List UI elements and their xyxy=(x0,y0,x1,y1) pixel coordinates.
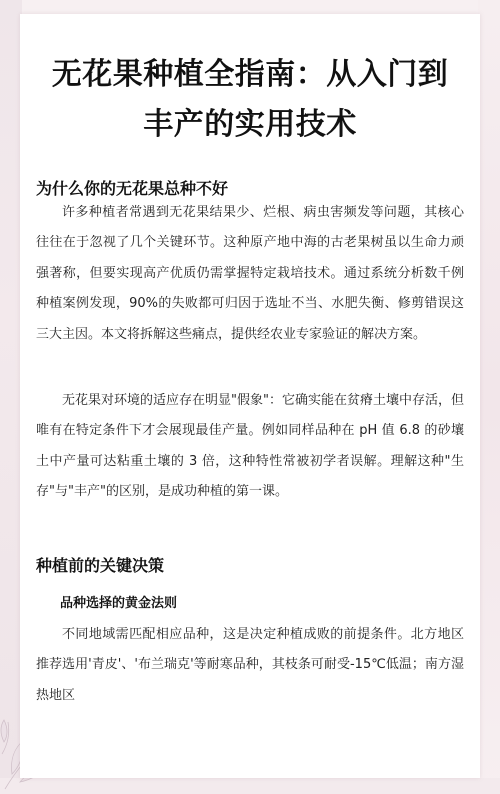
paragraph-adaptation: 无花果对环境的适应存在明显"假象"：它确实能在贫瘠土壤中存活，但唯有在特定条件下才会展现最佳产量。例如同样品种在 pH 值 6.8 的砂壤土中产量可达粘重土壤的 3 倍，这种特性常被初学者误解。理解这种"生存"与"丰产"的区别，是成功种植的第一课。 xyxy=(36,393,464,500)
paragraph-variety: 不同地域需匹配相应品种，这是决定种植成败的前提条件。北方地区推荐选用'青皮'、'布兰瑞克'等耐寒品种，其枝条可耐受-15℃低温；南方湿热地区 xyxy=(36,627,464,703)
background-right-margin xyxy=(478,0,500,794)
section-heading-key-decisions: 种植前的关键决策 xyxy=(36,556,165,575)
section-heading-why-fail: 为什么你的无花果总种不好 xyxy=(36,179,229,198)
page-title: 无花果种植全指南：从入门到丰产的实用技术 xyxy=(51,57,449,142)
background-top xyxy=(0,0,500,14)
document-page xyxy=(20,14,480,778)
subsection-heading-variety-selection: 品种选择的黄金法则 xyxy=(60,596,178,611)
paragraph-intro: 许多种植者常遇到无花果结果少、烂根、病虫害频发等问题，其核心往往在于忽视了几个关键环节。这种原产地中海的古老果树虽以生命力顽强著称，但要实现高产优质仍需掌握特定栽培技术。通过系统分析数千例种植案例发现，90%的失败都可归因于选址不当、水肥失衡、修剪错误这三大主因。本文将拆解这些痛点，提供经农业专家验证的解决方案。 xyxy=(36,205,464,342)
